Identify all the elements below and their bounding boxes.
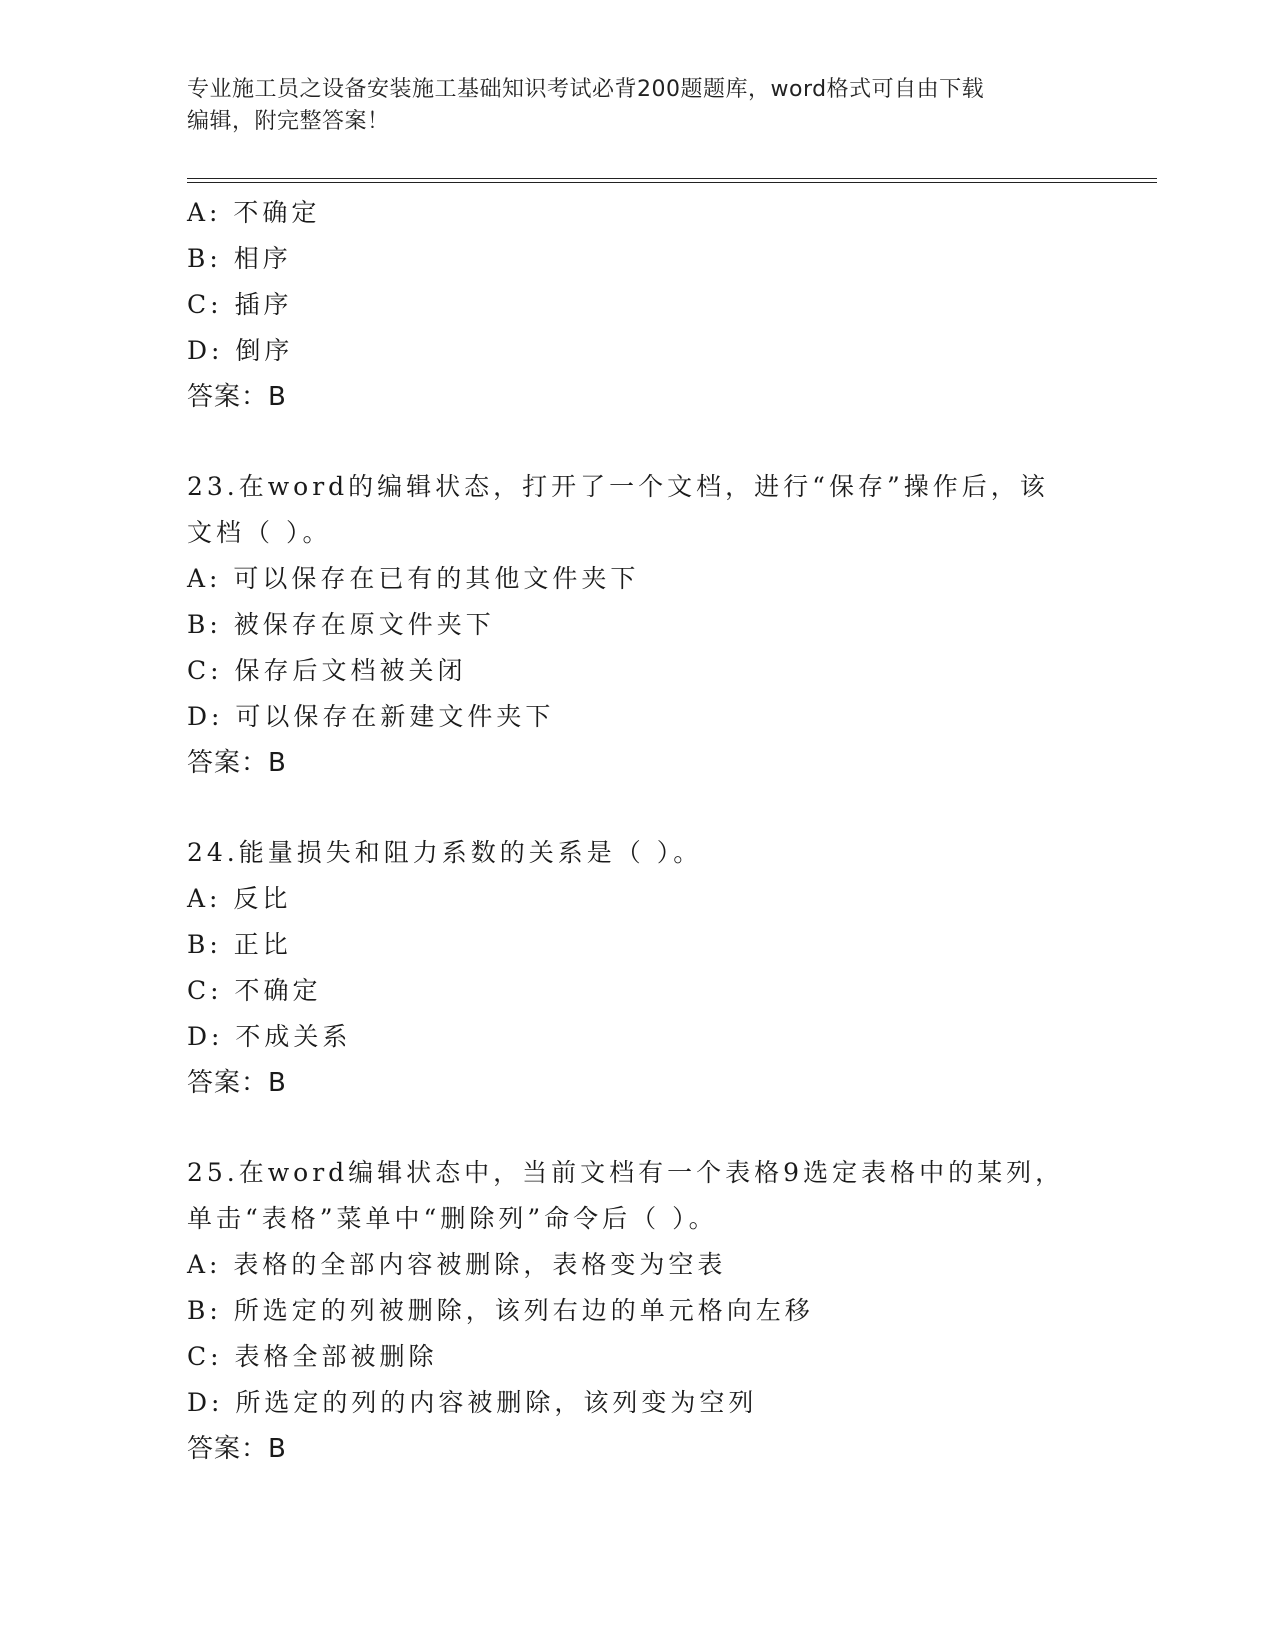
question-text-line: 23.在word的编辑状态，打开了一个文档，进行“保存”操作后，该 (187, 472, 1049, 501)
question-text-line: 24.能量损失和阻力系数的关系是（ ）。 (187, 838, 703, 867)
option-c: C: 插序 (187, 290, 293, 319)
option-b: B: 相序 (187, 244, 292, 273)
option-a: A: 可以保存在已有的其他文件夹下 (187, 564, 640, 593)
option-c: C: 不确定 (187, 976, 322, 1005)
answer-line: 答案：B (187, 1434, 287, 1464)
option-c: C: 保存后文档被关闭 (187, 656, 467, 685)
option-b: B: 所选定的列被删除，该列右边的单元格向左移 (187, 1296, 814, 1325)
document-header (187, 74, 1087, 138)
question-24 (187, 830, 1147, 1106)
option-d: D: 不成关系 (187, 1022, 352, 1051)
question-23 (187, 464, 1147, 786)
option-b: B: 正比 (187, 930, 292, 959)
answer-line: 答案：B (187, 382, 287, 412)
question-25 (187, 1150, 1147, 1472)
option-b: B: 被保存在原文件夹下 (187, 610, 495, 639)
header-divider (187, 178, 1157, 183)
option-a: A: 不确定 (187, 198, 321, 227)
option-a: A: 表格的全部内容被删除，表格变为空表 (187, 1250, 727, 1279)
option-d: D: 倒序 (187, 336, 294, 365)
answer-line: 答案：B (187, 1068, 287, 1098)
question-text-line: 单击“表格”菜单中“删除列”命令后（ ）。 (187, 1204, 718, 1233)
option-d: D: 所选定的列的内容被删除，该列变为空列 (187, 1388, 758, 1417)
question-text-line: 25.在word编辑状态中，当前文档有一个表格9选定表格中的某列， (187, 1158, 1065, 1187)
option-a: A: 反比 (187, 884, 292, 913)
document-body (187, 190, 1147, 1472)
option-c: C: 表格全部被删除 (187, 1342, 438, 1371)
question-text-line: 文档（ ）。 (187, 518, 332, 547)
header-title-line-2: 编辑，附完整答案！ (187, 109, 390, 134)
option-d: D: 可以保存在新建文件夹下 (187, 702, 555, 731)
answer-line: 答案：B (187, 748, 287, 778)
header-title-line-1: 专业施工员之设备安装施工基础知识考试必背200题题库，word格式可自由下载 (187, 77, 985, 102)
continued-question (187, 190, 1147, 420)
